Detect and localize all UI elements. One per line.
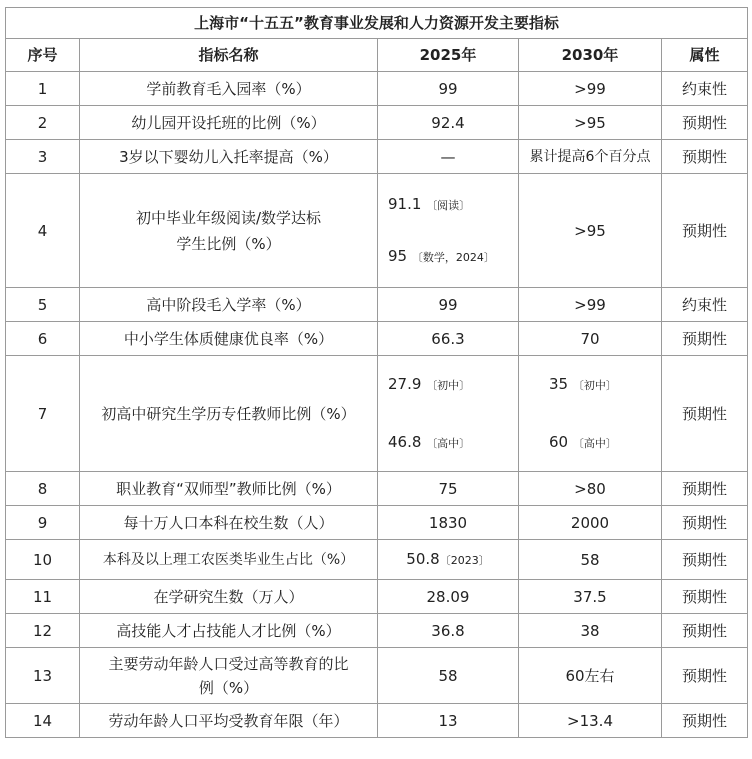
row-no: 7 bbox=[6, 356, 80, 472]
row-attr: 预期性 bbox=[662, 506, 748, 540]
row-name: 3岁以下婴幼儿入托率提高（%） bbox=[80, 140, 378, 174]
table-row bbox=[6, 472, 748, 506]
indicator-table bbox=[5, 7, 748, 738]
row-2025: 92.4 bbox=[378, 106, 519, 140]
row-name: 高中阶段毛入学率（%） bbox=[80, 288, 378, 322]
row-name: 中小学生体质健康优良率（%） bbox=[80, 322, 378, 356]
row-no: 1 bbox=[6, 72, 80, 106]
table-row bbox=[6, 704, 748, 738]
header-2025: 2025年 bbox=[378, 39, 519, 72]
table-row bbox=[6, 72, 748, 106]
row-attr: 约束性 bbox=[662, 288, 748, 322]
table-title: 上海市“十五五”教育事业发展和人力资源开发主要指标 bbox=[6, 8, 748, 39]
row-name: 每十万人口本科在校生数（人） bbox=[80, 506, 378, 540]
table-row bbox=[6, 648, 748, 704]
row-name: 主要劳动年龄人口受过高等教育的比例（%） bbox=[80, 648, 378, 704]
row-2030: >13.4 bbox=[519, 704, 662, 738]
note-senior: 〔高中〕 bbox=[426, 436, 471, 450]
row-name: 幼儿园开设托班的比例（%） bbox=[80, 106, 378, 140]
row-attr: 预期性 bbox=[662, 540, 748, 580]
row-2030: 58 bbox=[519, 540, 662, 580]
row-no: 14 bbox=[6, 704, 80, 738]
table-row bbox=[6, 580, 748, 614]
row-2025: 28.09 bbox=[378, 580, 519, 614]
row-2030: >99 bbox=[519, 288, 662, 322]
row-2025: 99 bbox=[378, 288, 519, 322]
row-2030: 70 bbox=[519, 322, 662, 356]
row-no: 9 bbox=[6, 506, 80, 540]
value-math: 95 bbox=[388, 246, 408, 265]
row-2025: 75 bbox=[378, 472, 519, 506]
row-name: 高技能人才占技能人才比例（%） bbox=[80, 614, 378, 648]
row-attr: 预期性 bbox=[662, 106, 748, 140]
row-no: 8 bbox=[6, 472, 80, 506]
note-junior: 〔初中〕 bbox=[572, 378, 617, 392]
row-2030: 37.5 bbox=[519, 580, 662, 614]
header-2030: 2030年 bbox=[519, 39, 662, 72]
row-attr: 预期性 bbox=[662, 140, 748, 174]
row-attr: 预期性 bbox=[662, 648, 748, 704]
row-2030: 60左右 bbox=[519, 648, 662, 704]
table-row bbox=[6, 140, 748, 174]
row-no: 10 bbox=[6, 540, 80, 580]
row-attr: 预期性 bbox=[662, 704, 748, 738]
row-attr: 预期性 bbox=[662, 322, 748, 356]
row-name: 初高中研究生学历专任教师比例（%） bbox=[80, 356, 378, 472]
row-attr: 约束性 bbox=[662, 72, 748, 106]
table-row bbox=[6, 288, 748, 322]
row-2025: 36.8 bbox=[378, 614, 519, 648]
row-no: 4 bbox=[6, 174, 80, 288]
row-2030: 38 bbox=[519, 614, 662, 648]
value-2025: 50.8 bbox=[406, 549, 440, 568]
table-row bbox=[6, 174, 748, 288]
row-no: 2 bbox=[6, 106, 80, 140]
row-2025: 1830 bbox=[378, 506, 519, 540]
table-row bbox=[6, 322, 748, 356]
row-name: 本科及以上理工农医类毕业生占比（%） bbox=[80, 540, 378, 580]
row-2025 bbox=[378, 356, 519, 472]
note-year: 〔2023〕 bbox=[439, 553, 490, 567]
row-attr: 预期性 bbox=[662, 174, 748, 288]
row-2025: 13 bbox=[378, 704, 519, 738]
row-name: 初中毕业年级阅读/数学达标学生比例（%） bbox=[80, 174, 378, 288]
value-junior: 35 bbox=[549, 374, 569, 393]
table-row bbox=[6, 356, 748, 472]
row-no: 3 bbox=[6, 140, 80, 174]
row-2030: >95 bbox=[519, 174, 662, 288]
row-2030: >95 bbox=[519, 106, 662, 140]
row-no: 11 bbox=[6, 580, 80, 614]
table-header-row bbox=[6, 39, 748, 72]
row-2025: 66.3 bbox=[378, 322, 519, 356]
note-math: 〔数学，2024〕 bbox=[411, 250, 495, 264]
note-senior: 〔高中〕 bbox=[572, 436, 617, 450]
row-name: 劳动年龄人口平均受教育年限（年） bbox=[80, 704, 378, 738]
row-no: 5 bbox=[6, 288, 80, 322]
row-name: 职业教育“双师型”教师比例（%） bbox=[80, 472, 378, 506]
row-2030: >80 bbox=[519, 472, 662, 506]
row-attr: 预期性 bbox=[662, 356, 748, 472]
row-name: 在学研究生数（万人） bbox=[80, 580, 378, 614]
note-junior: 〔初中〕 bbox=[426, 378, 471, 392]
row-no: 13 bbox=[6, 648, 80, 704]
row-no: 12 bbox=[6, 614, 80, 648]
value-senior: 46.8 bbox=[388, 432, 422, 451]
value-reading: 91.1 bbox=[388, 194, 422, 213]
row-2030: 2000 bbox=[519, 506, 662, 540]
value-junior: 27.9 bbox=[388, 374, 422, 393]
table-row bbox=[6, 106, 748, 140]
row-no: 6 bbox=[6, 322, 80, 356]
row-2030: 累计提高6个百分点 bbox=[519, 140, 662, 174]
note-reading: 〔阅读〕 bbox=[426, 198, 471, 212]
row-attr: 预期性 bbox=[662, 580, 748, 614]
table-row bbox=[6, 506, 748, 540]
value-senior: 60 bbox=[549, 432, 569, 451]
table-row bbox=[6, 614, 748, 648]
row-2025 bbox=[378, 540, 519, 580]
row-2025: — bbox=[378, 140, 519, 174]
row-attr: 预期性 bbox=[662, 614, 748, 648]
row-name: 学前教育毛入园率（%） bbox=[80, 72, 378, 106]
header-name: 指标名称 bbox=[80, 39, 378, 72]
row-2025: 99 bbox=[378, 72, 519, 106]
row-2030 bbox=[519, 356, 662, 472]
header-no: 序号 bbox=[6, 39, 80, 72]
row-2030: >99 bbox=[519, 72, 662, 106]
table-row bbox=[6, 540, 748, 580]
row-attr: 预期性 bbox=[662, 472, 748, 506]
row-2025 bbox=[378, 174, 519, 288]
header-attr: 属性 bbox=[662, 39, 748, 72]
row-2025: 58 bbox=[378, 648, 519, 704]
